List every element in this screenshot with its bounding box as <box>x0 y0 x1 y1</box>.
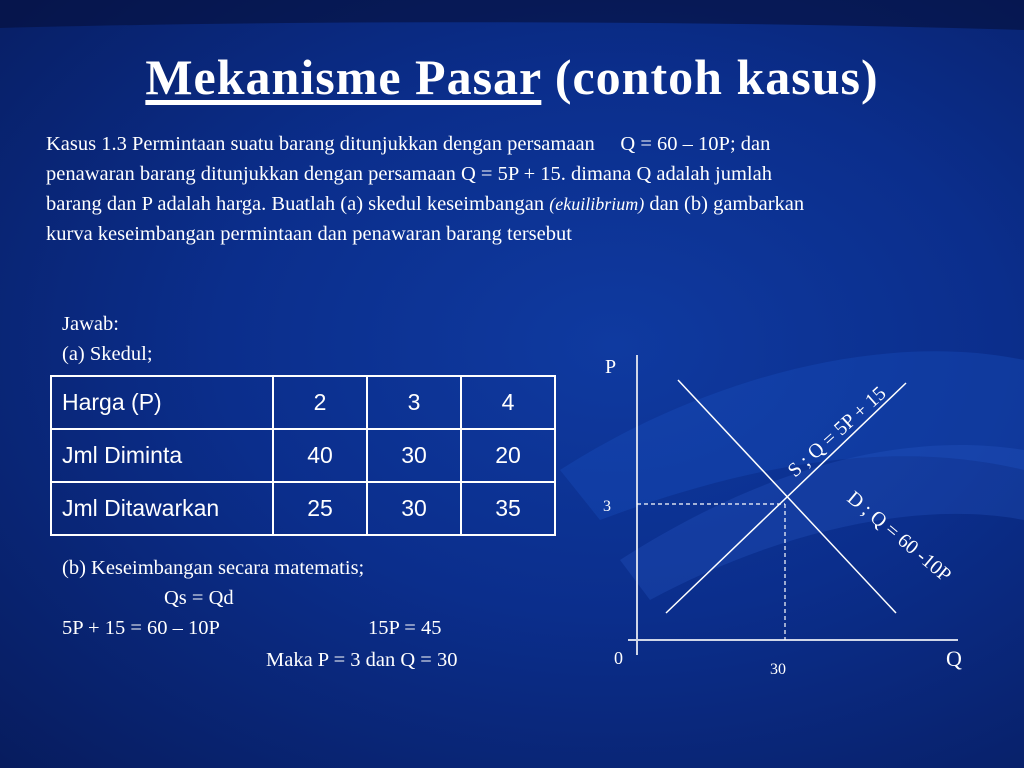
supply-label: S ; Q = 5P + 15 <box>783 382 891 482</box>
problem-line-4: kurva keseimbangan permintaan dan penawaran barang tersebut <box>46 223 572 245</box>
title-main: Mekanisme Pasar <box>145 49 542 105</box>
conclusion: Maka P = 3 dan Q = 30 <box>266 649 458 671</box>
equation-1: Qs = Qd <box>164 587 234 609</box>
table-row <box>51 376 555 429</box>
math-heading: (b) Keseimbangan secara matematis; <box>62 557 365 579</box>
schedule-label: (a) Skedul; <box>62 343 153 365</box>
table-cell: 40 <box>273 429 367 482</box>
table-row <box>51 429 555 482</box>
problem-line-1 <box>46 129 996 159</box>
problem-line-3a: barang dan P adalah harga. Buatlah (a) skedul keseimbangan <box>46 193 545 215</box>
row-label: Jml Diminta <box>51 429 273 482</box>
table-cell: 3 <box>367 376 461 429</box>
table-cell: 20 <box>461 429 555 482</box>
problem-statement <box>46 129 996 249</box>
table-cell: 4 <box>461 376 555 429</box>
table-cell: 25 <box>273 482 367 535</box>
answer-label: Jawab: <box>62 313 119 335</box>
answer-heading <box>62 309 153 369</box>
problem-line-3 <box>46 189 996 219</box>
p-tick-label: 3 <box>603 498 611 515</box>
table-cell: 35 <box>461 482 555 535</box>
demand-label: D ; Q = 60 -10P <box>842 486 956 587</box>
table-cell: 30 <box>367 482 461 535</box>
equation-2-right: 15P = 45 <box>368 617 442 639</box>
q-tick-label: 30 <box>770 661 786 678</box>
table-cell: 30 <box>367 429 461 482</box>
problem-line-1b: Q = 60 – 10P; dan <box>620 133 771 155</box>
origin-label: 0 <box>614 648 623 668</box>
table-row <box>51 482 555 535</box>
supply-demand-chart <box>590 350 1024 690</box>
title-sub: (contoh kasus) <box>554 49 879 105</box>
row-label: Harga (P) <box>51 376 273 429</box>
equation-2-left: 5P + 15 = 60 – 10P <box>62 617 220 639</box>
table-cell: 2 <box>273 376 367 429</box>
problem-italic-term: (ekuilibrium) <box>549 194 645 214</box>
row-label: Jml Ditawarkan <box>51 482 273 535</box>
problem-line-1a: Kasus 1.3 Permintaan suatu barang ditunjukkan dengan persamaan <box>46 133 595 155</box>
y-axis-label: P <box>605 356 617 378</box>
problem-line-2: penawaran barang ditunjukkan dengan persamaan Q = 5P + 15. dimana Q adalah jumlah <box>46 163 772 185</box>
x-axis-label: Q <box>946 646 962 671</box>
problem-line-3b: dan (b) gambarkan <box>649 193 805 215</box>
slide-title <box>0 48 1024 106</box>
schedule-table <box>50 375 556 536</box>
